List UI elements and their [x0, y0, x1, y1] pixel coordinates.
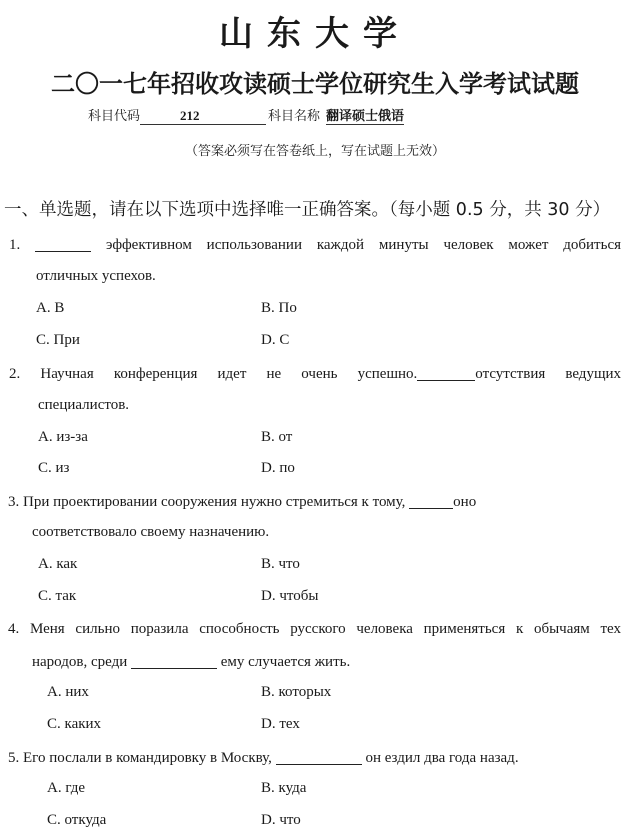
option-d: D. что: [261, 812, 301, 828]
question-3-line-1: [8, 493, 476, 511]
university-name: 山东大学: [219, 14, 411, 54]
option-c: C. откуда: [47, 812, 107, 828]
question-text: Меня сильно поразила способность русского человека применяться к обычаям тех: [29, 621, 621, 637]
question-text: Его послали в командировку в Москву,: [23, 750, 272, 766]
answer-note: （答案必须写在答卷纸上，写在试题上无效）: [184, 144, 445, 159]
option-b: B. По: [261, 300, 297, 316]
subject-name: 翻译硕士俄语: [326, 109, 405, 124]
exam-title: 二〇一七年招收攻读硕士学位研究生入学考试试题: [51, 69, 579, 98]
option-c: C. так: [38, 588, 77, 604]
question-text: ему случается жить.: [220, 654, 351, 670]
subject-code: 212: [140, 108, 266, 125]
question-number: 4.: [8, 621, 20, 637]
question-2-line-2: специалистов.: [38, 397, 130, 413]
section-title: 一、单选题，请在以下选项中选择唯一正确答案。（每小题 0.5 分，共 30 分）: [4, 200, 611, 220]
question-text: оно: [453, 494, 477, 510]
option-a: A. В: [36, 300, 65, 316]
question-text: народов, среди: [32, 654, 128, 670]
option-a: A. где: [47, 780, 86, 796]
option-d: D. тех: [261, 716, 300, 732]
option-b: B. которых: [261, 684, 332, 700]
question-number: 3.: [8, 494, 20, 510]
subject-code-label: 科目代码: [88, 109, 141, 124]
question-text: Научная конференция идет не очень успешно.: [40, 366, 418, 382]
answer-blank: [409, 493, 453, 509]
question-text: отсутствия ведущих: [475, 366, 622, 382]
question-3-line-2: соответствовало своему назначению.: [32, 524, 270, 540]
answer-blank: [417, 365, 475, 381]
question-1-line-1: [9, 236, 621, 254]
question-5-line-1: [8, 749, 519, 767]
question-text: При проектировании сооружения нужно стремиться к тому,: [23, 494, 406, 510]
option-c: C. При: [36, 332, 80, 348]
option-b: B. что: [261, 556, 300, 572]
question-1-line-2: отличных успехов.: [36, 268, 156, 284]
question-text: он ездил два года назад.: [365, 750, 519, 766]
question-text: эффективном использовании каждой минуты человек может добиться: [105, 237, 622, 253]
answer-blank: [35, 236, 91, 252]
subject-info: [88, 105, 404, 125]
option-c: C. из: [38, 460, 70, 476]
option-b: B. куда: [261, 780, 307, 796]
question-number: 1.: [9, 237, 21, 253]
question-number: 5.: [8, 750, 20, 766]
answer-blank: [131, 653, 217, 669]
question-number: 2.: [9, 366, 21, 382]
question-4-line-1: [8, 621, 621, 638]
option-a: A. как: [38, 556, 78, 572]
option-a: A. из-за: [38, 429, 88, 445]
question-4-line-2: [32, 653, 350, 671]
option-d: D. чтобы: [261, 588, 319, 604]
option-c: C. каких: [47, 716, 102, 732]
answer-blank: [276, 749, 362, 765]
subject-name-label: 科目名称: [268, 109, 321, 124]
option-d: D. по: [261, 460, 295, 476]
option-b: B. от: [261, 429, 293, 445]
question-2-line-1: [9, 365, 621, 383]
option-d: D. С: [261, 332, 290, 348]
option-a: A. них: [47, 684, 89, 700]
